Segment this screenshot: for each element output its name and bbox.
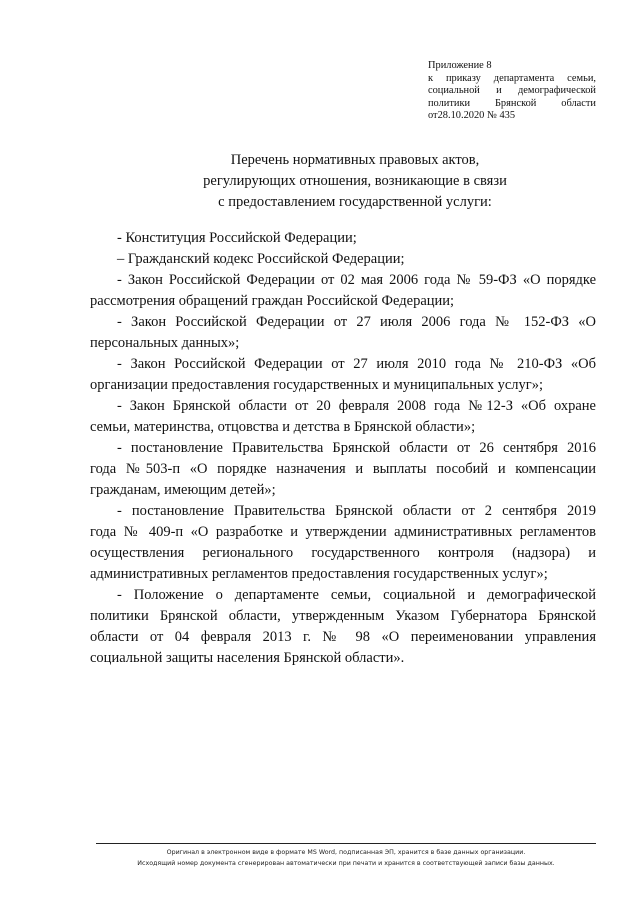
list-item-line: осуществления регионального государственного контроля (надзора) и <box>90 545 596 561</box>
list-item <box>90 585 596 669</box>
list-item <box>90 270 596 312</box>
appendix-department-line: социальной и демографической <box>428 85 596 97</box>
list-item <box>90 501 596 585</box>
list-item <box>90 396 596 438</box>
appendix-order-ref: к приказу департамента семьи, <box>428 72 596 84</box>
title-line: Перечень нормативных правовых актов, <box>230 152 480 168</box>
appendix-header <box>428 60 596 123</box>
list-item-line: - Закон Российской Федерации от 27 июля 2010 года № 210-ФЗ «Об <box>117 356 596 372</box>
footer-line: Оригинал в электронном виде в формате MS Word, подписанная ЭП, хранится в базе данных организации. <box>166 849 526 856</box>
list-item-line: области от 04 февраля 2013 г. № 98 «О переименовании управления <box>90 629 596 645</box>
list-item-line: семьи, материнства, отцовства и детства в Брянской области»; <box>90 419 476 435</box>
list-item-line: политики Брянской области, утвержденным Указом Губернатора Брянской <box>90 608 596 624</box>
list-item-line: гражданам, имеющим детей»; <box>90 482 276 498</box>
footer-divider <box>96 843 596 844</box>
list-item <box>90 249 596 270</box>
list-item-line: - Закон Брянской области от 20 февраля 2008 года №12-З «Об охране <box>117 398 596 414</box>
list-item-line: – Гражданский кодекс Российской Федерации; <box>117 251 405 267</box>
appendix-number: Приложение 8 <box>428 60 492 71</box>
list-item-line: - постановление Правительства Брянской области от 2 сентября 2019 <box>117 503 596 519</box>
list-item-line: - Положение о департаменте семьи, социальной и демографической <box>117 587 596 603</box>
list-item-line: - постановление Правительства Брянской области от 26 сентября 2016 <box>117 440 596 456</box>
list-item-line: - Конституция Российской Федерации; <box>117 230 357 246</box>
list-item-line: - Закон Российской Федерации от 02 мая 2006 года № 59-ФЗ «О порядке <box>117 272 596 288</box>
list-item <box>90 438 596 501</box>
title-line: регулирующих отношения, возникающие в связи <box>203 173 507 189</box>
list-item-line: - Закон Российской Федерации от 27 июля 2006 года № 152-ФЗ «О <box>117 314 596 330</box>
list-item-line: года № 409-п «О разработке и утверждении административных регламентов <box>90 524 596 540</box>
footer-note <box>96 847 596 869</box>
list-item <box>90 228 596 249</box>
legal-acts-list <box>90 228 596 669</box>
appendix-region-line: политики Брянской области <box>428 97 596 109</box>
list-item-line: организации предоставления государственных и муниципальных услуг»; <box>90 377 543 393</box>
title-line: с предоставлением государственной услуги: <box>218 194 492 210</box>
list-item <box>90 354 596 396</box>
appendix-order-date: от28.10.2020 № 435 <box>428 110 516 122</box>
list-item-line: социальной защиты населения Брянской области». <box>90 650 405 666</box>
footer-line: Исходящий номер документа сгенерирован автоматически при печати и хранится в соответствующей записи базы данных. <box>137 860 555 867</box>
list-item <box>90 312 596 354</box>
list-item-line: административных регламентов предоставления государственных услуг»; <box>90 566 548 582</box>
list-item-line: рассмотрения обращений граждан Российской Федерации; <box>90 293 455 309</box>
list-item-line: персональных данных»; <box>90 335 240 351</box>
document-title <box>120 150 590 213</box>
list-item-line: года №503-п «О порядке назначения и выплаты пособий и компенсации <box>90 461 596 477</box>
